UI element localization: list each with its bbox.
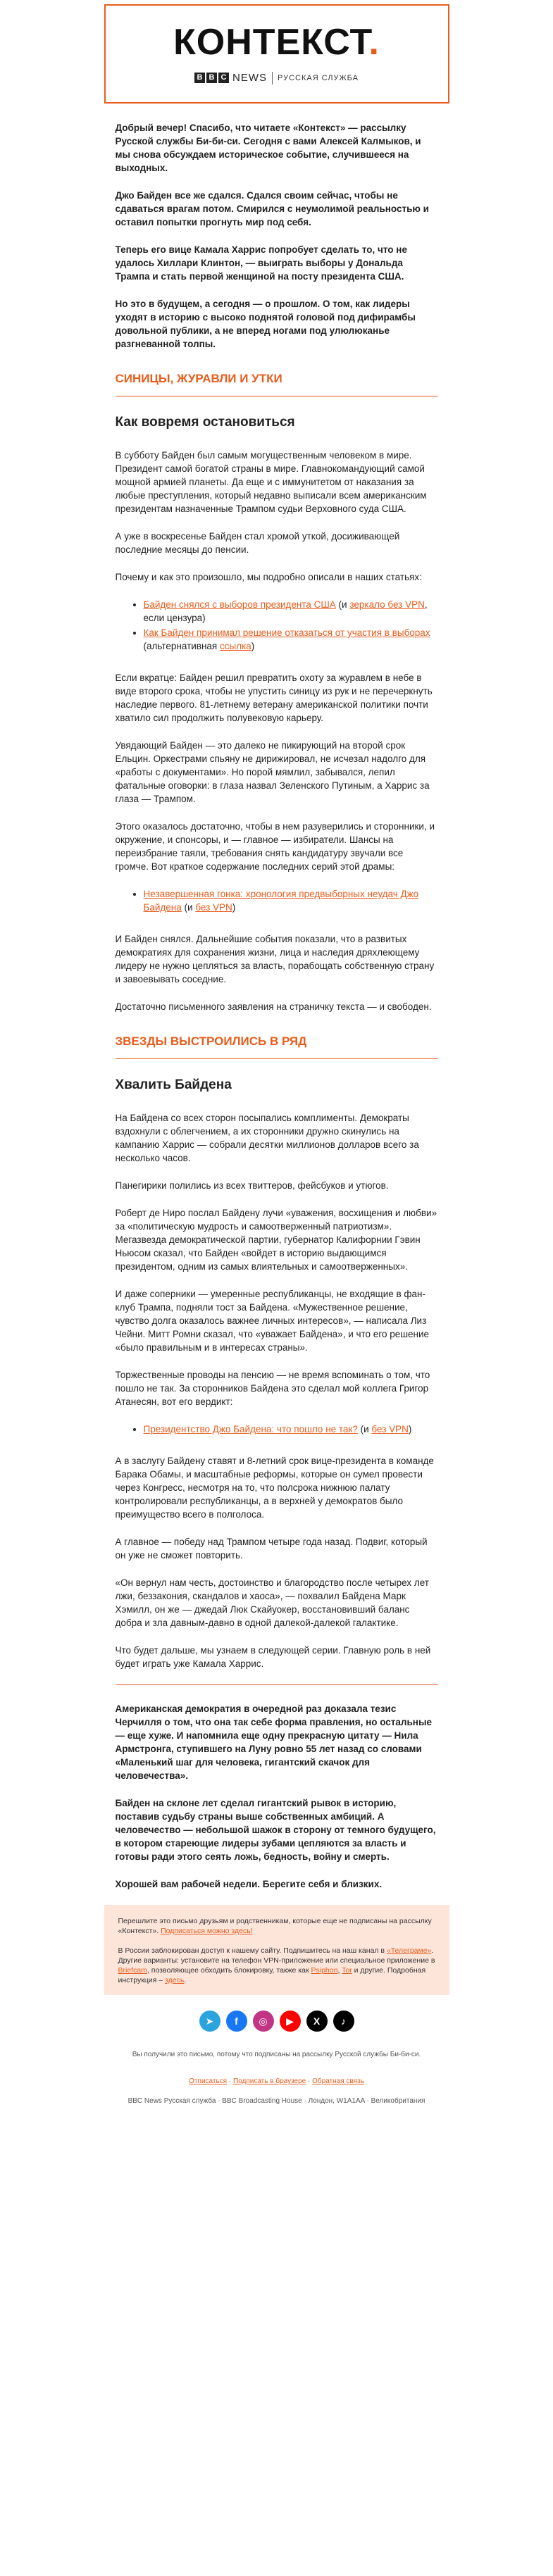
paragraph: Если вкратце: Байден решил превратить охоту за журавлем в небе в виде второго срока, чтобы не упустить синицу из рук и не перечеркнуть наследие первого. 81-летнему ветерану американской политики почти хватило сил продолжить полувековую карьеру. [115,673,433,723]
paragraph: Роберт де Ниро послал Байдену лучи «уважения, восхищения и любви» за «политическую мудрость и самоотверженный патриотизм». Мегазвезда демократической партии, губернатор Калифорнии Гэвин Ньюсом сказал, что Байден «войдет в историю выдающимся президентом, одним из самых влиятельных и самоотверженных». [115,1208,437,1272]
blocking-note: В России заблокирован доступ к нашему сайту. Подпишитесь на наш канал в «Телеграме». Другие варианты: установите на телефон VPN-приложение или специальное приложение в Briefcam, позволяющее обходить блокировку, также как Psiphon, Tor и другие. Подробная инструкция – здесь. [118,1946,435,1984]
facebook-icon[interactable]: f [226,2011,247,2032]
paragraph: Этого оказалось достаточно, чтобы в нем разуверились и сторонники, и окружение, и спонсоры, и — главное — избиратели. Шансы на переизбрание таяли, требования снять кандидатуру звучали все громче. Вот краткое содержание последних серий этой драмы: [115,821,435,872]
section-divider [116,1684,438,1685]
section-divider [116,1058,438,1059]
article-link[interactable]: Президентство Джо Байдена: что пошло не так? [143,1424,358,1434]
newsletter-header [104,4,449,104]
section-label: СИНИЦЫ, ЖУРАВЛИ И УТКИ [115,372,282,385]
list-item: • Незавершенная гонка: хронология предвыборных неудач Джо Байдена (и без VPN) [144,887,438,914]
list-item: • Байден снялся с выборов президента США (и зеркало без VPN, если цензура) [144,598,438,625]
telegram-link[interactable]: «Телеграме» [386,1946,432,1955]
closing-paragraph: Американская демократия в очередной раз доказала тезис Черчилля о том, что она так себе форма правления, но остальные — еще хуже. И напомнила еще одну прекрасную цитату — Нила Армстронга, ступившего на Луну ровно 55 лет назад со словами «Маленький шаг для человека, гигантский скачок для человечества». [115,1703,432,1781]
paragraph: Панегирики полились из всех твиттеров, фейсбуков и утюгов. [115,1180,389,1191]
closing-paragraph: Байден на склоне лет сделал гигантский рывок в историю, поставив судьбу страны выше собственных амбиций. А человечество — небольшой шажок в сторону от темного будущего, в котором стареющие лидеры зубами цепляются за власть и готовы ради этого сеять ложь, бедность, войну и смерть. [115,1798,436,1862]
list-item: • Как Байден принимал решение отказаться от участия в выборах (альтернативная ссылка) [144,626,438,653]
bbc-news-logo [194,72,359,85]
psiphon-link[interactable]: Psiphon [311,1966,338,1975]
paragraph: Торжественные проводы на пенсию — не время вспоминать о том, что пошло не так. За сторонников Байдена это сделал мой коллега Григор Атанесян, вот его вердикт: [115,1370,430,1407]
footer [104,2050,449,2106]
paragraph: На Байдена со всех сторон посыпались комплименты. Демократы вздохнули с облегчением, а их сторонники дружно скинулись на кампанию Харрис — собрали десятки миллионов долларов всего за несколько часов. [115,1113,419,1163]
intro-paragraph: Но это в будущем, а сегодня — о прошлом. О том, как лидеры уходят в историю с высоко поднятой головой под дифирамбы довольной публики, а не вперед ногами под улюлюканье разгневанной толпы. [115,299,416,349]
paragraph: Что будет дальше, мы узнаем в следующей серии. Главную роль в ней будет играть уже Камала Харрис. [115,1645,431,1669]
paragraph: И даже соперники — умеренные республиканцы, не входящие в фан-клуб Трампа, подняли тост за Байдена. «Мужественное решение, чувство долга оказалось важнее личных интересов», — написала Лиз Чейни. Митт Ромни сказал, что «уважает Байдена», и что его решение «было правильным и в интересах страны». [115,1289,430,1353]
article-link[interactable]: Байден снялся с выборов президента США [143,599,336,610]
tiktok-icon[interactable]: ♪ [333,2011,354,2032]
footer-links: Отписаться · Подписать в браузере · Обратная связь [189,2077,364,2085]
social-links [104,2011,449,2032]
paragraph: И Байден снялся. Дальнейшие события показали, что в развитых демократиях для сохранения жизни, лица и наследия дряхлеющему лидеру не нужно цепляться за власть, порабощать собственную страну и завоевывать соседние. [115,934,435,984]
promo-box [104,1905,449,1995]
news-label: NEWS [232,72,267,84]
paragraph: Почему и как это произошло, мы подробно описали в наших статьях: [115,572,422,582]
feedback-link[interactable]: Обратная связь [312,2077,364,2085]
view-in-browser-link[interactable]: Подписать в браузере [232,2077,306,2085]
unsubscribe-link[interactable]: Отписаться [189,2077,228,2085]
intro [116,121,438,351]
article-links [116,598,438,653]
paragraph: Увядающий Байден — это далеко не пикирующий на второй срок Ельцин. Оркестрами спьяну не дирижировал, не исчезал надолго для «работы с документами». Но порой мямлил, забывался, лепил фатальные оговорки: в глаза назвал Зеленского Путиным, а Харрис за глаза — Трампом. [115,740,430,804]
closing-paragraph: Хорошей вам рабочей недели. Берегите себя и близких. [115,1879,383,1889]
paragraph: В субботу Байден был самым могущественным человеком в мире. Президент самой богатой страны в мире. Главнокомандующий самой мощной армией планеты. Да еще и с иммунитетом от наказания за любые преступления, который недавно выписали всем американским президентам назначенные Трампом судьи Верховного суда США. [115,450,427,514]
newsletter [104,4,449,2106]
service-label: РУССКАЯ СЛУЖБА [278,73,359,82]
article-links [116,1423,438,1436]
section-label: ЗВЕЗДЫ ВЫСТРОИЛИСЬ В РЯД [115,1034,307,1048]
youtube-icon[interactable]: ▶ [280,2011,301,2032]
paragraph: А в заслугу Байдену ставят и 8-летний срок вице-президента в команде Барака Обамы, и масштабные реформы, которые он сумел провести через Конгресс, несмотря на то, что полсрока нижнюю палату контролировали республиканцы, а в верхней у демократов было преимущество всего в полголоса. [115,1456,434,1520]
article-link[interactable]: Незавершенная гонка: хронология предвыборных неудач Джо Байдена [143,889,419,913]
subscribe-link[interactable]: Подписаться можно здесь! [161,1927,253,1935]
app-link[interactable]: Briefcam [118,1966,147,1975]
paragraph: А главное — победу над Трампом четыре года назад. Подвиг, который он уже не сможет повторить. [115,1537,428,1561]
newsletter-logo-title: КОНТЕКСТ. [173,21,380,63]
tor-link[interactable]: Tor [342,1966,352,1975]
mirror-link[interactable]: зеркало без VPN [349,599,425,610]
paragraph: А уже в воскресенье Байден стал хромой уткой, досиживающей последние месяцы до пенсии. [115,531,400,555]
mirror-link[interactable]: ссылка [220,641,251,651]
paragraph: «Он вернул нам честь, достоинство и благородство после четырех лет лжи, беззакония, скандалов и хаоса», — похвалил Байдена Марк Хэмилл, он же — джедай Люк Скайуокер, восстановивший баланс добра и зла давным-давно в одной далекой-далекой галактике. [115,1577,429,1628]
instagram-icon[interactable]: ◎ [253,2011,274,2032]
logo-divider [272,72,273,85]
section-heading: Как вовремя остановиться [115,415,295,430]
article-link[interactable]: Как Байден принимал решение отказаться от участия в выборах [143,627,430,638]
subscription-reason: Вы получили это письмо, потому что подписаны на рассылку Русской службы Би-би-си. [132,2051,421,2058]
intro-paragraph: Теперь его вице Камала Харрис попробует сделать то, что не удалось Хиллари Клинтон, — выиграть выборы у Дональда Трампа и стать первой женщиной на посту президента США. [115,244,407,282]
x-icon[interactable]: X [306,2011,328,2032]
instructions-link[interactable]: здесь [165,1976,185,1984]
article-links [116,887,438,914]
section-heading: Хвалить Байдена [115,1077,232,1092]
postal-address: BBC News Русская служба · BBC Broadcasting House · Лондон, W1A1AA · Великобритания [128,2097,425,2105]
list-item: • Президентство Джо Байдена: что пошло не так? (и без VPN) [144,1423,438,1436]
telegram-icon[interactable]: ➤ [199,2011,220,2032]
forward-note: Перешлите это письмо друзьям и родственникам, которые еще не подписаны на рассылку «Контекст». Подписаться можно здесь! [118,1917,432,1935]
mirror-link[interactable]: без VPN [371,1424,409,1434]
intro-paragraph: Добрый вечер! Спасибо, что читаете «Контекст» — рассылку Русской службы Би-би-си. Сегодня с вами Алексей Калмыков, и мы снова обсуждаем историческое событие, случившееся на выходных. [115,123,421,173]
bbc-logo-icon: B B C [194,73,229,83]
paragraph: Достаточно письменного заявления на страничку текста — и свободен. [115,1001,432,1012]
mirror-link[interactable]: без VPN [195,902,232,913]
intro-paragraph: Джо Байден все же сдался. Сдался своим сейчас, чтобы не сдаваться врагам потом. Смирился с неумолимой реальностью и оставил попытки прогнуть мир под себя. [115,190,429,227]
